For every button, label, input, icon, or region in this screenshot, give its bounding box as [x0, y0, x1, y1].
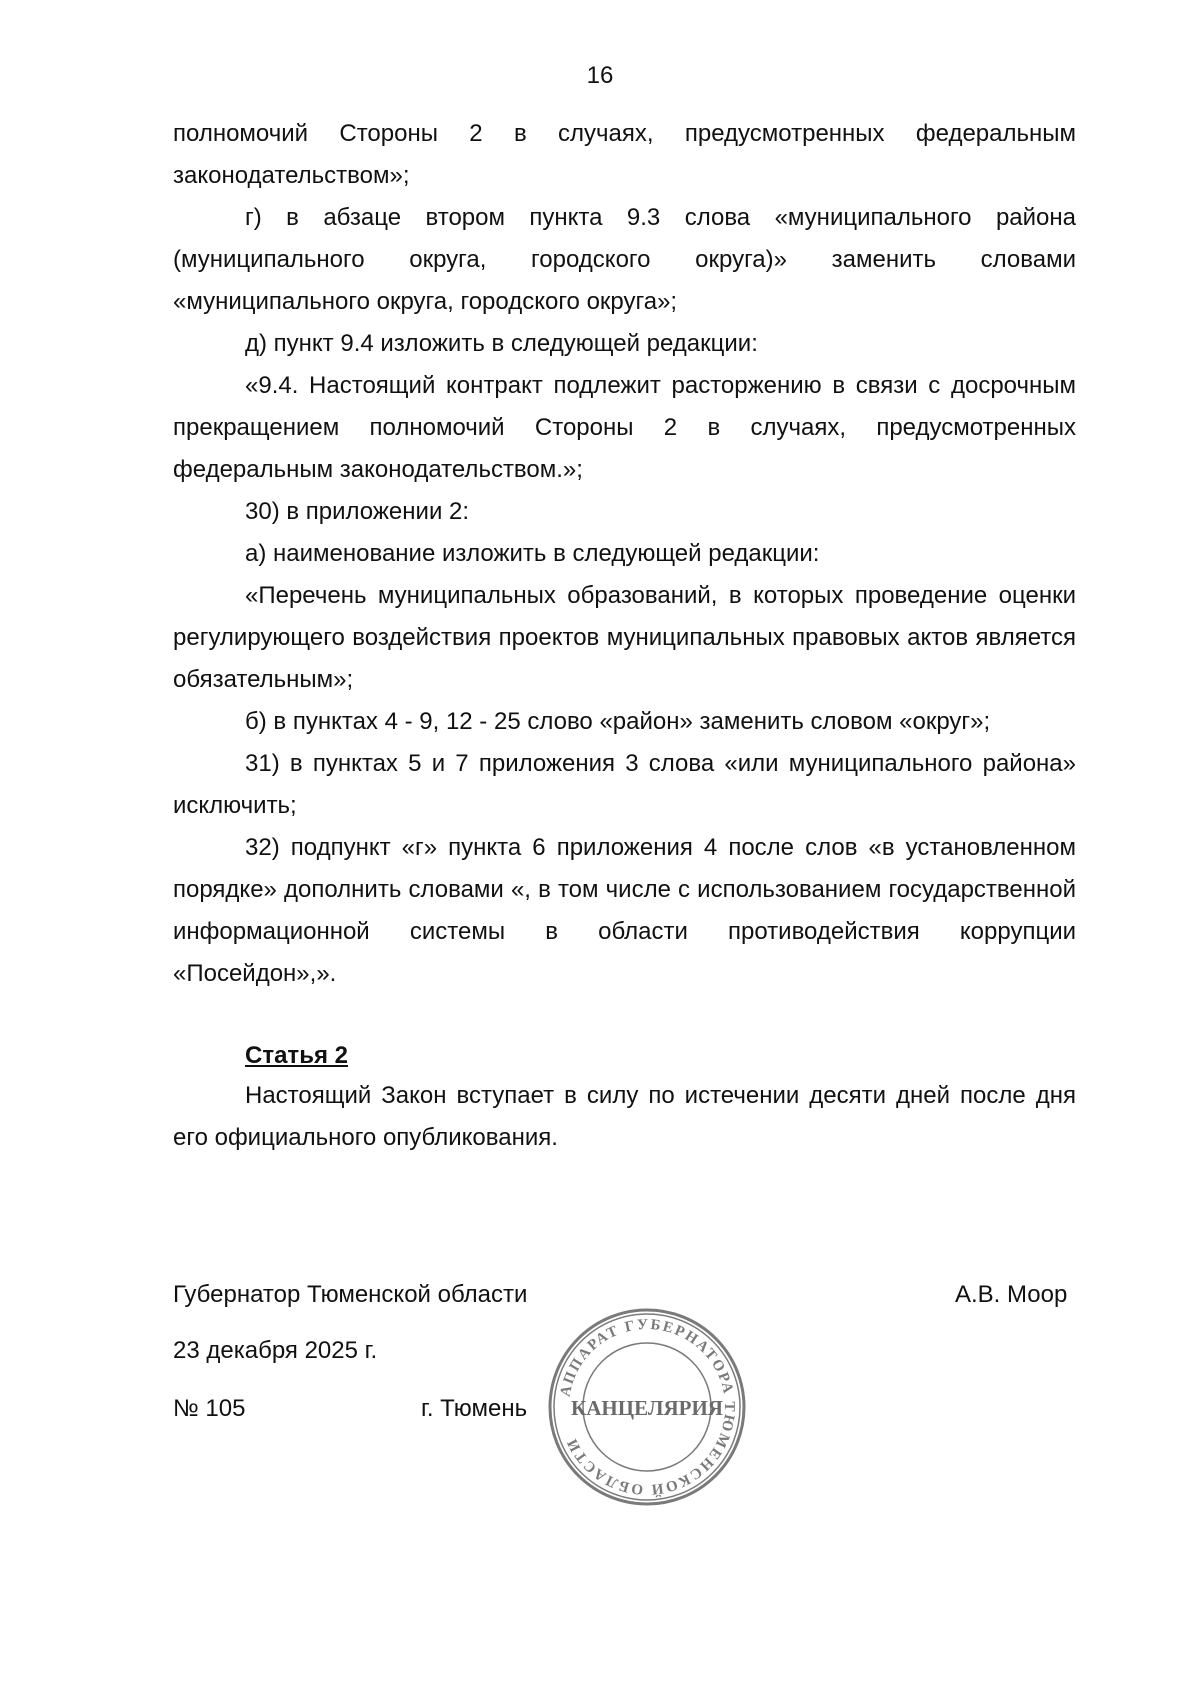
article-heading: Статья 2: [245, 1042, 348, 1069]
document-body: [173, 113, 1076, 995]
paragraph-item-a: а) наименование изложить в следующей редакции:: [245, 540, 820, 567]
paragraph-quote-9-4: «9.4. Настоящий контракт подлежит расторжению в связи с досрочным прекращением полномочий Стороны 2 в случаях, предусмотренных федеральным законодательством.»;: [173, 372, 1076, 483]
office-stamp: [547, 1307, 747, 1507]
paragraph-continuation: полномочий Стороны 2 в случаях, предусмотренных федеральным законодательством»;: [173, 120, 1076, 189]
paragraph-item-d: д) пункт 9.4 изложить в следующей редакции:: [245, 330, 758, 357]
paragraph-item-g: г) в абзаце втором пункта 9.3 слова «муниципального района (муниципального округа, городского округа)» заменить словами «муниципального округа, городского округа»;: [173, 204, 1076, 315]
paragraph-item-32: 32) подпункт «г» пункта 6 приложения 4 после слов «в установленном порядке» дополнить словами «, в том числе с использованием государственной информационной системы в области противодействия коррупции «Посейдон»,».: [173, 834, 1076, 987]
signing-city: г. Тюмень: [421, 1395, 528, 1422]
signing-date: 23 декабря 2025 г.: [173, 1337, 378, 1364]
signatory-position: Губернатор Тюменской области: [173, 1281, 528, 1308]
signatory-name: А.В. Моор: [955, 1281, 1068, 1308]
law-number: № 105: [173, 1395, 246, 1422]
page-number: 16: [586, 62, 614, 89]
paragraph-quote-title: «Перечень муниципальных образований, в которых проведение оценки регулирующего воздействия проектов муниципальных правовых актов является обязательным»;: [173, 582, 1076, 693]
stamp-center-text: КАНЦЕЛЯРИЯ: [571, 1396, 723, 1420]
article-paragraph: Настоящий Закон вступает в силу по истечении десяти дней после дня его официального опубликования.: [173, 1082, 1076, 1151]
paragraph-item-b: б) в пунктах 4 - 9, 12 - 25 слово «район» заменить словом «округ»;: [245, 708, 991, 735]
paragraph-item-30: 30) в приложении 2:: [245, 498, 470, 525]
paragraph-item-31: 31) в пунктах 5 и 7 приложения 3 слова «или муниципального района» исключить;: [173, 750, 1076, 819]
article-body: [173, 1075, 1076, 1159]
stamp-ring-text: АППАРАТ ГУБЕРНАТОРА ТЮМЕНСКОЙ ОБЛАСТИ: [557, 1316, 738, 1498]
